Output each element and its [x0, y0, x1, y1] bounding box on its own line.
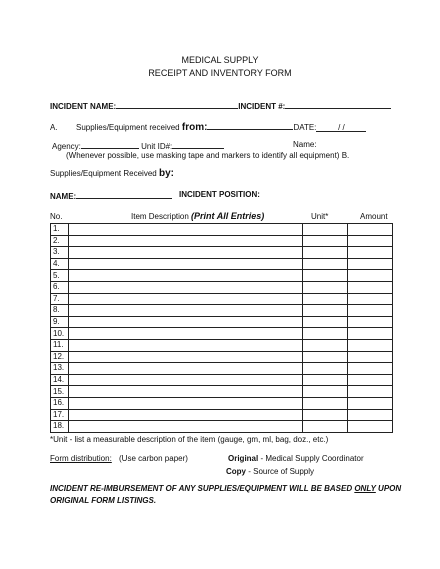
item-description-cell[interactable] [69, 305, 303, 317]
row-number: 4. [51, 258, 69, 270]
received-from-field[interactable] [207, 121, 293, 130]
item-description-cell[interactable] [69, 235, 303, 247]
inventory-table [50, 223, 393, 433]
unit-cell[interactable] [303, 258, 348, 270]
col-description-header: Item Description (Print All Entries) [131, 211, 265, 221]
item-description-cell[interactable] [69, 316, 303, 328]
form-distribution-label: Form distribution: [50, 454, 112, 463]
table-row [51, 293, 393, 305]
unit-cell[interactable] [303, 351, 348, 363]
copy-distribution: Copy - Source of Supply [226, 467, 315, 476]
amount-cell[interactable] [348, 397, 393, 409]
row-number: 3. [51, 247, 69, 259]
section-a-label: A. [50, 123, 58, 132]
table-row [51, 421, 393, 433]
table-row [51, 316, 393, 328]
unit-cell[interactable] [303, 397, 348, 409]
supplies-received-from: Supplies/Equipment received from: DATE: / / [76, 121, 366, 133]
incident-position-label: INCIDENT POSITION: [179, 190, 260, 199]
table-row [51, 270, 393, 282]
incident-number-label: INCIDENT #: [238, 102, 286, 111]
row-number: 5. [51, 270, 69, 282]
col-unit-header: Unit* [311, 212, 329, 221]
unit-cell[interactable] [303, 328, 348, 340]
item-description-cell[interactable] [69, 224, 303, 236]
unit-cell[interactable] [303, 305, 348, 317]
row-number: 8. [51, 305, 69, 317]
table-row [51, 397, 393, 409]
amount-cell[interactable] [348, 316, 393, 328]
amount-cell[interactable] [348, 421, 393, 433]
received-by-label: Supplies/Equipment Received by: [50, 168, 174, 179]
amount-cell[interactable] [348, 339, 393, 351]
amount-cell[interactable] [348, 224, 393, 236]
item-description-cell[interactable] [69, 328, 303, 340]
amount-cell[interactable] [348, 386, 393, 398]
table-row [51, 247, 393, 259]
unit-cell[interactable] [303, 339, 348, 351]
row-number: 17. [51, 409, 69, 421]
form-title-line2: RECEIPT AND INVENTORY FORM [148, 68, 292, 78]
amount-cell[interactable] [348, 328, 393, 340]
date-label: DATE: [293, 123, 317, 132]
unit-cell[interactable] [303, 247, 348, 259]
unit-note: *Unit - list a measurable description of the item (gauge, gm, ml, bag, doz., etc.) [50, 435, 329, 444]
unit-cell[interactable] [303, 270, 348, 282]
row-number: 1. [51, 224, 69, 236]
date-field[interactable]: / / [316, 123, 366, 132]
receiver-name-row: NAME: [50, 190, 172, 202]
item-description-cell[interactable] [69, 397, 303, 409]
row-number: 10. [51, 328, 69, 340]
table-row [51, 386, 393, 398]
item-description-cell[interactable] [69, 270, 303, 282]
row-number: 11. [51, 339, 69, 351]
incident-name-field[interactable] [116, 100, 238, 109]
row-number: 15. [51, 386, 69, 398]
table-row [51, 328, 393, 340]
unit-cell[interactable] [303, 224, 348, 236]
item-description-cell[interactable] [69, 374, 303, 386]
row-number: 12. [51, 351, 69, 363]
item-description-cell[interactable] [69, 409, 303, 421]
unit-cell[interactable] [303, 386, 348, 398]
amount-cell[interactable] [348, 305, 393, 317]
row-number: 13. [51, 363, 69, 375]
row-number: 16. [51, 397, 69, 409]
item-description-cell[interactable] [69, 363, 303, 375]
agency-field[interactable] [81, 140, 139, 149]
table-row [51, 281, 393, 293]
table-row [51, 258, 393, 270]
form-title-line1: MEDICAL SUPPLY [181, 55, 259, 65]
reimbursement-notice: INCIDENT RE-IMBURSEMENT OF ANY SUPPLIES/EQUIPMENT WILL BE BASED ONLY UPON [50, 484, 402, 493]
col-no-header: No. [50, 212, 63, 221]
item-description-cell[interactable] [69, 281, 303, 293]
amount-cell[interactable] [348, 409, 393, 421]
unit-id-field[interactable] [172, 140, 224, 149]
row-number: 9. [51, 316, 69, 328]
unit-cell[interactable] [303, 374, 348, 386]
item-description-cell[interactable] [69, 339, 303, 351]
row-number: 2. [51, 235, 69, 247]
item-description-cell[interactable] [69, 247, 303, 259]
unit-cell[interactable] [303, 316, 348, 328]
unit-cell[interactable] [303, 293, 348, 305]
table-row [51, 409, 393, 421]
item-description-cell[interactable] [69, 293, 303, 305]
original-distribution: Original - Medical Supply Coordinator [228, 454, 364, 463]
agency-row: Agency: Unit ID#: [52, 140, 224, 152]
amount-cell[interactable] [348, 293, 393, 305]
item-description-cell[interactable] [69, 386, 303, 398]
carbon-paper-note: (Use carbon paper) [119, 454, 188, 463]
incident-name-label: INCIDENT NAME: INCIDENT #: [50, 100, 391, 112]
masking-tape-note: (Whenever possible, use masking tape and markers to identify all equipment) B. [66, 151, 350, 160]
row-number: 18. [51, 421, 69, 433]
table-row [51, 235, 393, 247]
amount-cell[interactable] [348, 235, 393, 247]
amount-cell[interactable] [348, 351, 393, 363]
item-description-cell[interactable] [69, 421, 303, 433]
amount-cell[interactable] [348, 363, 393, 375]
amount-cell[interactable] [348, 258, 393, 270]
table-row [51, 224, 393, 236]
amount-cell[interactable] [348, 281, 393, 293]
unit-cell[interactable] [303, 281, 348, 293]
amount-cell[interactable] [348, 270, 393, 282]
name-small-label: Name: [293, 140, 317, 149]
unit-cell[interactable] [303, 363, 348, 375]
unit-cell[interactable] [303, 409, 348, 421]
amount-cell[interactable] [348, 374, 393, 386]
amount-cell[interactable] [348, 247, 393, 259]
unit-cell[interactable] [303, 421, 348, 433]
row-number: 7. [51, 293, 69, 305]
col-amount-header: Amount [360, 212, 388, 221]
table-row [51, 351, 393, 363]
receiver-name-field[interactable] [76, 190, 172, 199]
row-number: 14. [51, 374, 69, 386]
table-row [51, 339, 393, 351]
item-description-cell[interactable] [69, 351, 303, 363]
unit-cell[interactable] [303, 235, 348, 247]
table-row [51, 305, 393, 317]
row-number: 6. [51, 281, 69, 293]
incident-number-field[interactable] [285, 100, 391, 109]
item-description-cell[interactable] [69, 258, 303, 270]
table-row [51, 374, 393, 386]
reimbursement-notice-line2: ORIGINAL FORM LISTINGS. [50, 496, 157, 505]
table-row [51, 363, 393, 375]
